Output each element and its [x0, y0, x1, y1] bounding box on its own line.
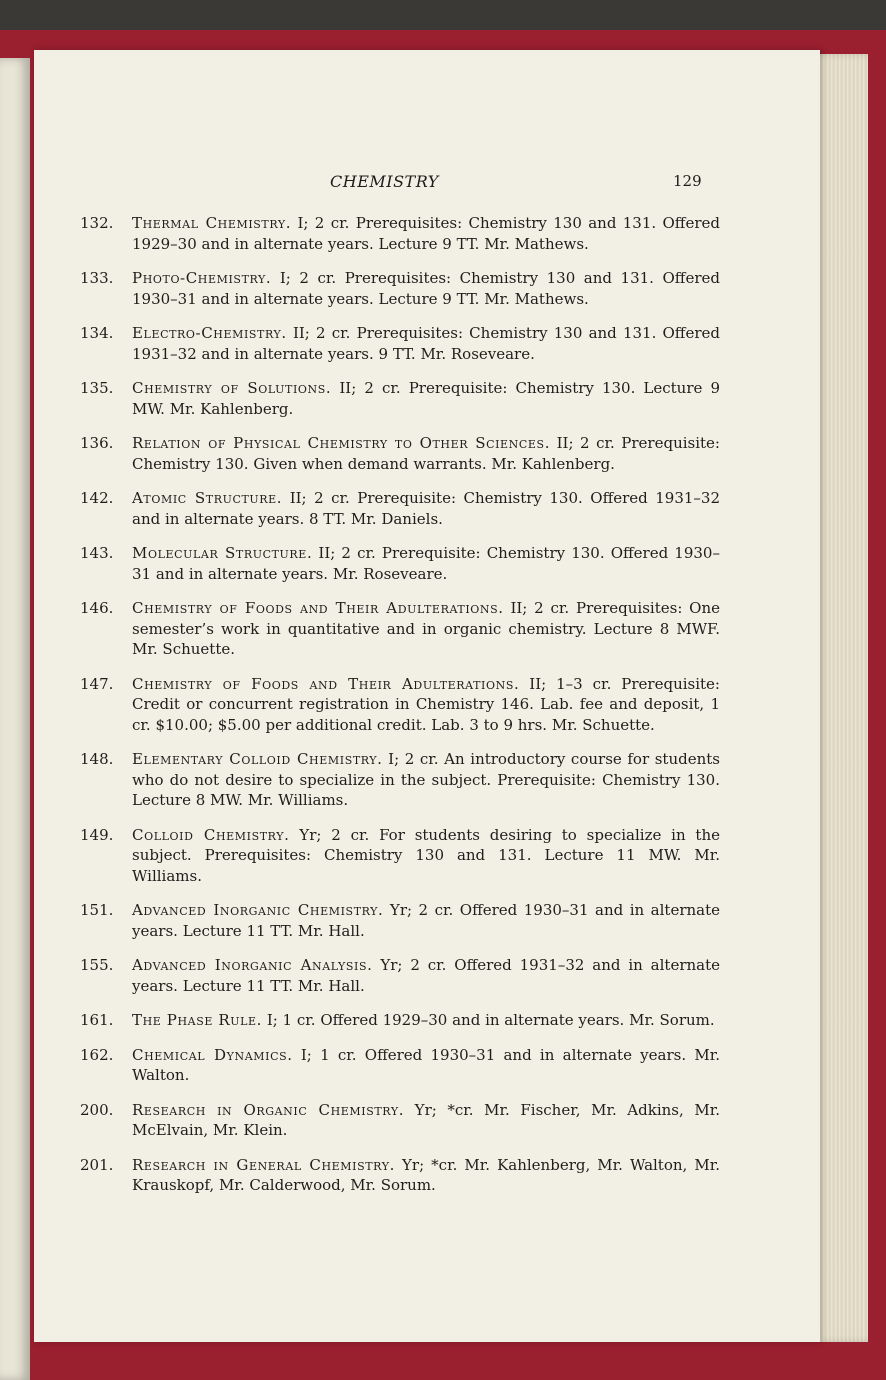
course-description: II; 2 cr. Prerequisites: Chemistry 130 and 131. Offered 1931–32 and in alternate years. 9 TT. Mr. Roseveare. [132, 324, 720, 363]
course-title: Molecular Structure. [132, 544, 313, 562]
course-entry [80, 1010, 720, 1031]
course-title: Elementary Colloid Chemistry. [132, 750, 383, 768]
course-title: Research in General Chemistry. [132, 1155, 395, 1174]
running-head [0, 172, 886, 196]
course-number: 142. [80, 489, 114, 507]
course-entry [80, 900, 720, 941]
course-entry [80, 488, 720, 529]
course-entry [80, 323, 720, 364]
course-description: Yr; 2 cr. Offered 1931–32 and in alternate years. Lecture 11 TT. Mr. Hall. [132, 956, 720, 995]
course-entry [80, 749, 720, 811]
course-description: Yr; 2 cr. For students desiring to specialize in the subject. Prerequisites: Chemistry 130 and 131. Lecture 11 MW. Mr. Williams. [132, 825, 720, 885]
course-number: 155. [80, 956, 114, 974]
course-number: 143. [80, 544, 114, 562]
course-list [80, 213, 720, 1210]
course-description: II; 2 cr. Prerequisites: One semester’s work in quantitative and in organic chemistry. Lecture 8 MWF. Mr. Schuette. [132, 599, 721, 658]
course-number: 147. [80, 674, 114, 693]
course-title: Photo-Chemistry. [132, 269, 272, 287]
course-description: Yr; *cr. Mr. Fischer, Mr. Adkins, Mr. McElvain, Mr. Klein. [132, 1100, 720, 1139]
course-description: II; 1–3 cr. Prerequisite: Credit or concurrent registration in Chemistry 146. Lab. fee and deposit, 1 cr. $10.00; $5.00 per additional credit. Lab. 3 to 9 hrs. Mr. Schuette. [132, 674, 720, 734]
course-entry [80, 825, 720, 887]
page-number: 129 [673, 172, 702, 190]
course-entry [80, 268, 720, 309]
course-number: 149. [80, 825, 114, 844]
page-title: CHEMISTRY [330, 172, 439, 191]
course-number: 148. [80, 750, 114, 768]
course-description: I; 1 cr. Offered 1930–31 and in alternate years. Mr. Walton. [132, 1045, 720, 1084]
left-page-edge [0, 58, 30, 1380]
course-description: II; 2 cr. Prerequisite: Chemistry 130. Offered 1931–32 and in alternate years. 8 TT. Mr. Daniels. [132, 489, 721, 528]
course-description: I; 2 cr. Prerequisites: Chemistry 130 and 131. Offered 1929–30 and in alternate years. Lecture 9 TT. Mr. Mathews. [132, 214, 720, 253]
course-title: Research in Organic Chemistry. [132, 1100, 405, 1119]
course-title: Atomic Structure. [132, 489, 283, 507]
course-number: 136. [80, 434, 114, 452]
course-entry [80, 1155, 720, 1196]
course-entry [80, 1045, 720, 1086]
course-title: Chemistry of Foods and Their Adulterations. [132, 674, 520, 693]
course-title: Colloid Chemistry. [132, 825, 290, 844]
course-title: Chemistry of Solutions. [132, 379, 332, 397]
course-entry [80, 213, 720, 254]
course-title: Advanced Inorganic Analysis. [132, 956, 373, 974]
course-description: Yr; 2 cr. Offered 1930–31 and in alternate years. Lecture 11 TT. Mr. Hall. [132, 901, 720, 940]
course-entry [80, 433, 720, 474]
course-number: 133. [80, 269, 114, 287]
course-number: 201. [80, 1155, 114, 1174]
course-entry [80, 378, 720, 419]
course-number: 135. [80, 379, 114, 397]
course-number: 132. [80, 214, 114, 232]
course-number: 200. [80, 1100, 114, 1119]
course-description: I; 1 cr. Offered 1929–30 and in alternate years. Mr. Sorum. [266, 1011, 715, 1029]
course-number: 162. [80, 1045, 114, 1064]
course-entry [80, 674, 720, 736]
course-description: II; 2 cr. Prerequisite: Chemistry 130. Lecture 9 MW. Mr. Kahlenberg. [132, 379, 720, 418]
course-description: II; 2 cr. Prerequisite: Chemistry 130. Given when demand warrants. Mr. Kahlenberg. [132, 434, 720, 473]
course-title: The Phase Rule. [132, 1011, 263, 1029]
course-title: Chemical Dynamics. [132, 1045, 293, 1064]
course-number: 161. [80, 1011, 114, 1029]
course-entry [80, 598, 720, 660]
course-title: Thermal Chemistry. [132, 214, 292, 232]
course-description: I; 2 cr. Prerequisites: Chemistry 130 and 131. Offered 1930–31 and in alternate years. Lecture 9 TT. Mr. Mathews. [132, 269, 720, 308]
course-entry [80, 955, 720, 996]
course-number: 151. [80, 901, 114, 919]
course-title: Advanced Inorganic Chemistry. [132, 901, 384, 919]
course-description: II; 2 cr. Prerequisite: Chemistry 130. Offered 1930–31 and in alternate years. Mr. Roseveare. [132, 544, 720, 583]
course-title: Electro-Chemistry. [132, 324, 287, 342]
course-entry [80, 1100, 720, 1141]
course-description: I; 2 cr. An introductory course for students who do not desire to specialize in the subject. Prerequisite: Chemistry 130. Lecture 8 MW. Mr. Williams. [132, 750, 720, 809]
course-number: 146. [80, 599, 114, 617]
course-title: Relation of Physical Chemistry to Other Sciences. [132, 434, 551, 452]
course-title: Chemistry of Foods and Their Adulterations. [132, 599, 504, 617]
course-number: 134. [80, 324, 114, 342]
course-entry [80, 543, 720, 584]
course-description: Yr; *cr. Mr. Kahlenberg, Mr. Walton, Mr. Krauskopf, Mr. Calderwood, Mr. Sorum. [132, 1155, 720, 1194]
